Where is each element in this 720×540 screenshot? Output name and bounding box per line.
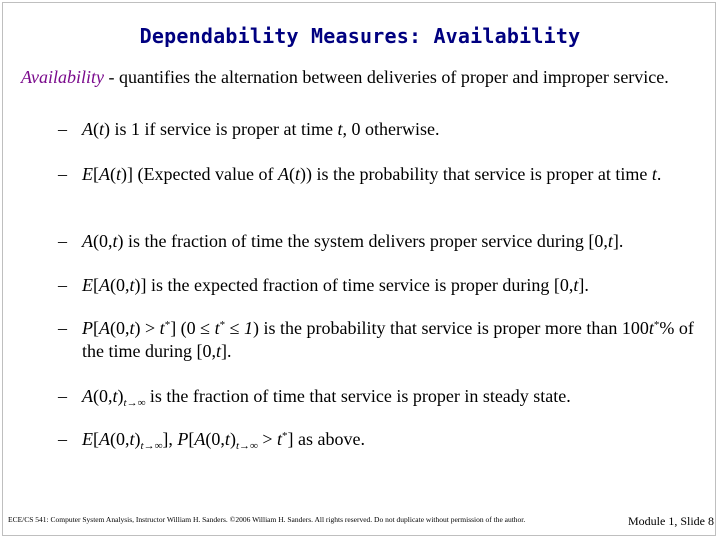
bullet-text: A(0,t) is the fraction of time the system delivers proper service during [0,t]. xyxy=(82,231,624,251)
bullet-dash: – xyxy=(58,231,67,251)
bullet-text: E[A(t)] (Expected value of A(t)) is the probability that service is proper at time t. xyxy=(82,164,662,184)
bullet-item-7 xyxy=(60,428,710,451)
bullet-dash: – xyxy=(58,275,67,295)
bullet-item-2 xyxy=(60,163,710,186)
intro-term: Availability xyxy=(21,67,104,87)
bullet-dash: – xyxy=(58,429,67,449)
slide-title: Dependability Measures: Availability xyxy=(139,24,581,48)
bullet-item-6 xyxy=(60,385,710,408)
bullet-text: $E[A(0,t)_{t\to\infty}]$, $P[A(0,t)_{t\to\infty} > t^*]$ as above. xyxy=(82,429,365,452)
bullet-text: P[A(0,t) > t*] (0 ≤ t* ≤ 1) is the probability that service is proper more than 100t*% of the time during [0,t]. xyxy=(82,318,694,361)
bullet-item-3 xyxy=(60,230,710,253)
copyright-footer: ECE/CS 541: Computer System Analysis, Instructor William H. Sanders. ©2006 William H. Sanders. All rights reserved. Do not duplicate without permission of the author. xyxy=(8,515,526,524)
intro-definition xyxy=(21,66,701,89)
bullet-item-4 xyxy=(60,274,710,297)
bullet-dash: – xyxy=(58,386,67,406)
bullet-item-5 xyxy=(60,317,710,363)
bullet-text: E[A(0,t)] is the expected fraction of time service is proper during [0,t]. xyxy=(82,275,589,295)
intro-text: - quantifies the alternation between deliveries of proper and improper service. xyxy=(104,67,669,87)
bullet-dash: – xyxy=(58,318,67,338)
bullet-dash: – xyxy=(58,119,67,139)
bullet-dash: – xyxy=(58,164,67,184)
bullet-item-1 xyxy=(60,118,710,141)
bullet-text: A(t) is 1 if service is proper at time t, 0 otherwise. xyxy=(82,119,440,139)
slide-number: Module 1, Slide 8 xyxy=(628,514,714,528)
bullet-text: $A(0,t)_{t\to\infty}$ is the fraction of time that service is proper in steady state. xyxy=(82,386,571,409)
